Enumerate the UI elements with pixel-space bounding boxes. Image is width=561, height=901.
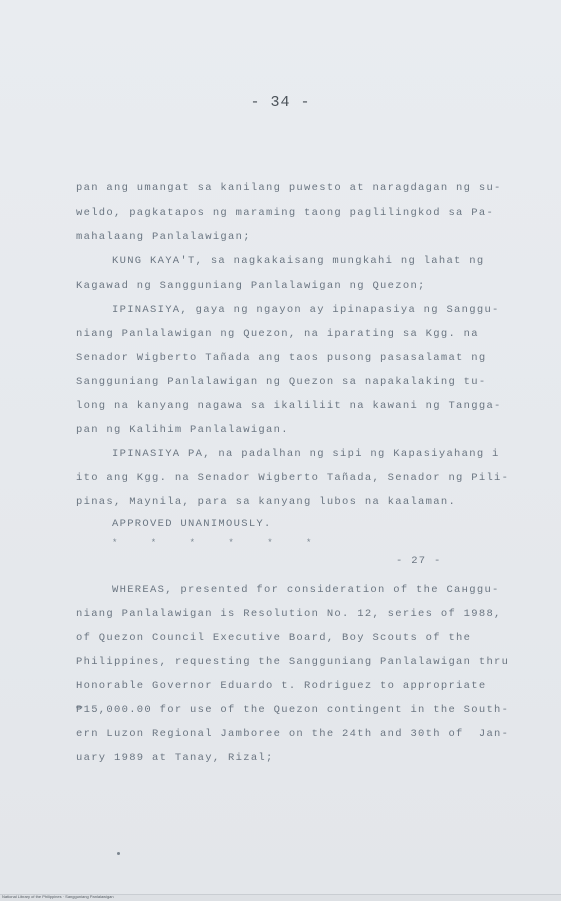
text-line: niang Panlalawigan is Resolution No. 12, series of 1988, — [76, 608, 502, 620]
text-line: long na kanyang nagawa sa ikaliliit na kawani ng Tangga- — [76, 400, 502, 412]
text-line: pan ng Kalihim Panlalawigan. — [76, 424, 289, 436]
text-line: WHEREAS, presented for consideration of the Санggu- — [112, 584, 500, 596]
text-line: IPINASIYA, gaya ng ngayon ay ipinapasiya ng Sanggu- — [112, 304, 500, 316]
separator-stars: * * * * * * — [112, 538, 326, 548]
text-line: pan ang umangat sa kanilang puwesto at naragdagan ng su- — [76, 182, 502, 194]
ink-speck — [117, 852, 120, 855]
text-line: of Quezon Council Executive Board, Boy Scouts of the — [76, 632, 472, 644]
text-line: IPINASIYA PA, na padalhan ng sipi ng Kapasiyahang i — [112, 448, 500, 460]
text-line: ern Luzon Regional Jamboree on the 24th and 30th of Jan- — [76, 728, 510, 740]
text-line: ₱15,000.00 for use of the Quezon contingent in the South- — [76, 704, 510, 716]
text-line: Sangguniang Panlalawigan ng Quezon sa napakalaking tu- — [76, 376, 487, 388]
resolution-number: - 27 - — [396, 555, 442, 567]
text-line: weldo, pagkatapos ng maraming taong paglilingkod sa Pa- — [76, 207, 495, 219]
text-line: KUNG KAYA'T, sa nagkakaisang mungkahi ng lahat ng — [112, 255, 485, 267]
text-line: Honorable Governor Eduardo t. Rodriguez to appropriate — [76, 680, 487, 692]
page-number: - 34 - — [250, 94, 311, 111]
text-line: Kagawad ng Sangguniang Panlalawigan ng Quezon; — [76, 280, 426, 292]
approval-line: APPROVED UNANIMOUSLY. — [112, 518, 272, 530]
text-line: ito ang Kgg. na Senador Wigberto Tañada, Senador ng Pili- — [76, 472, 510, 484]
text-line: niang Panlalawigan ng Quezon, na iparating sa Kgg. na — [76, 328, 479, 340]
text-line: Philippines, requesting the Sangguniang Panlalawigan thru — [76, 656, 510, 668]
text-line: uary 1989 at Tanay, Rizal; — [76, 752, 274, 764]
footer-text: National Library of the Philippines · Sangguniang Panlalawigan — [2, 894, 114, 899]
text-line: mahalaang Panlalawigan; — [76, 231, 251, 243]
text-line: Senador Wigberto Tañada ang taos pusong pasasalamat ng — [76, 352, 487, 364]
text-line: pinas, Maynila, para sa kanyang lubos na kaalaman. — [76, 496, 457, 508]
